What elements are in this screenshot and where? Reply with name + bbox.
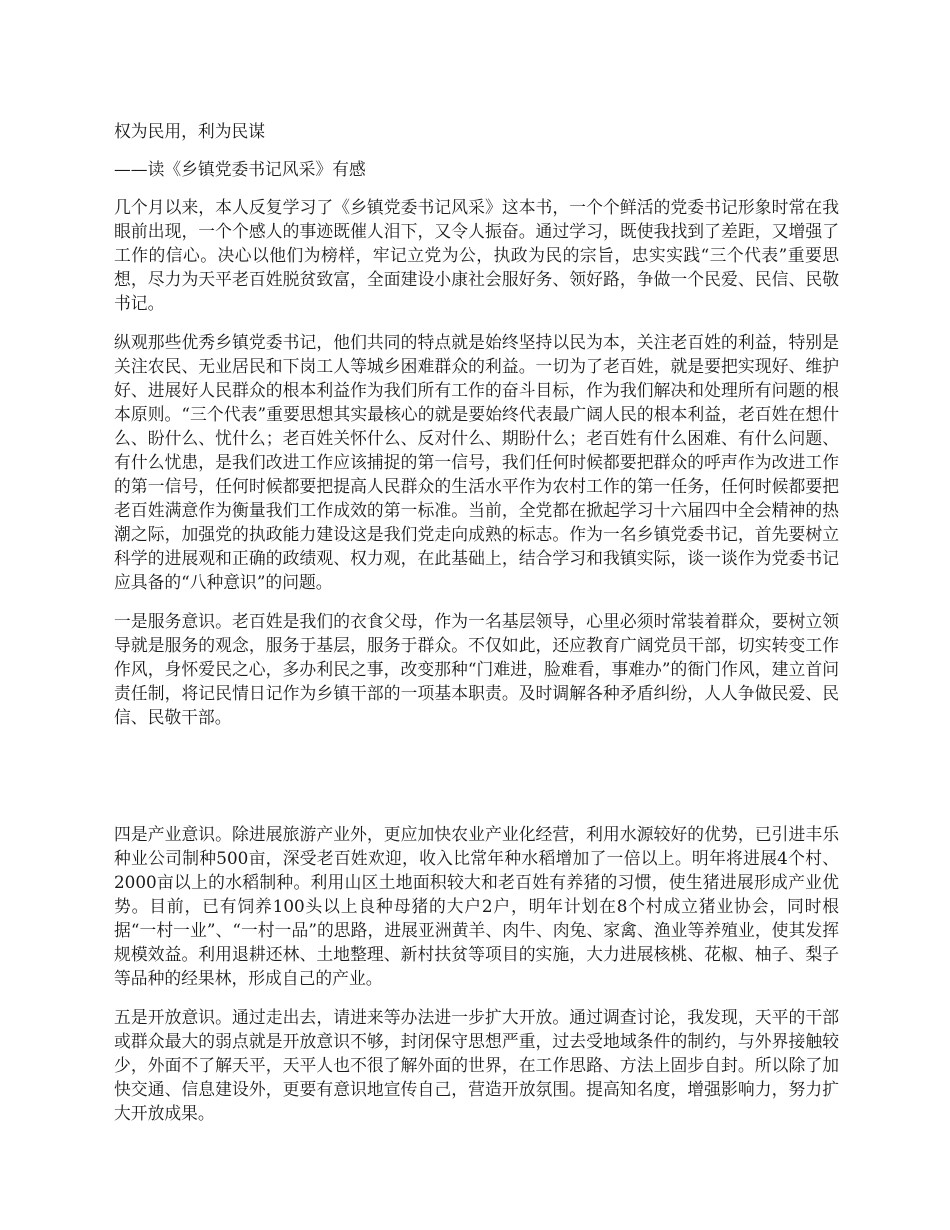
paragraph-industry-awareness: 四是产业意识。除进展旅游产业外，更应加快农业产业化经营，利用水源较好的优势，已引进丰乐种业公司制种500亩，深受老百姓欢迎，收入比常年种水稻增加了一倍以上。明年将进展4个村、2000亩以上的水稻制种。利用山区土地面积较大和老百姓有养猪的习惯，使生猪进展形成产业优势。目前，已有饲养100头以上良种母猪的大户2户，明年计划在8个村成立猪业协会，同时根据“一村一业”、“一村一品”的思路，进展亚洲黄羊、肉牛、肉兔、家禽、渔业等养殖业，使其发挥规模效益。利用退耕还林、土地整理、新村扶贫等项目的实施，大力进展核桃、花椒、柚子、梨子等品种的经果林，形成自己的产业。 [114, 824, 839, 988]
paragraph-intro: 几个月以来，本人反复学习了《乡镇党委书记风采》这本书，一个个鲜活的党委书记形象时常在我眼前出现，一个个感人的事迹既催人泪下，又令人振奋。通过学习，既使我找到了差距，又增强了工作的信心。决心以他们为榜样，牢记立党为公，执政为民的宗旨，忠实实践“三个代表”重要思想，尽力为天平老百姓脱贫致富，全面建设小康社会服好务、领好路，争做一个民爱、民信、民敬书记。 [114, 197, 839, 313]
paragraph-overview: 纵观那些优秀乡镇党委书记，他们共同的特点就是始终坚持以民为本，关注老百姓的利益，特别是关注农民、无业居民和下岗工人等城乡困难群众的利益。一切为了老百姓，就是要把实现好、维护好、进展好人民群众的根本利益作为我们所有工作的奋斗目标，作为我们解决和处理所有问题的根本原则。“三个代表”重要思想其实最核心的就是要始终代表最广阔人民的根本利益，老百姓在想什么、盼什么、忧什么；老百姓关怀什么、反对什么、期盼什么；老百姓有什么困难、有什么问题、有什么忧患，是我们改进工作应该捕捉的第一信号，我们任何时候都要把群众的呼声作为改进工作的第一信号，任何时候都要把提高人民群众的生活水平作为农村工作的第一任务，任何时候都要把老百姓满意作为衡量我们工作成效的第一标准。当前，全党都在掀起学习十六届四中全会精神的热潮之际，加强党的执政能力建设这是我们党走向成熟的标志。作为一名乡镇党委书记，首先要树立科学的进展观和正确的政绩观、权力观，在此基础上，结合学习和我镇实际，谈一谈作为党委书记应具备的“八种意识”的问题。 [114, 332, 839, 592]
paragraph-openness-awareness: 五是开放意识。通过走出去，请进来等办法进一步扩大开放。通过调查讨论，我发现，天平的干部或群众最大的弱点就是开放意识不够，封闭保守思想严重，过去受地域条件的制约，与外界接触较少，外面不了解天平，天平人也不很了解外面的世界，在工作思路、方法上固步自封。所以除了加快交通、信息建设外，更要有意识地宣传自己，营造开放氛围。提高知名度，增强影响力，努力扩大开放成果。 [114, 1007, 839, 1123]
paragraph-service-awareness: 一是服务意识。老百姓是我们的衣食父母，作为一名基层领导，心里必须时常装着群众，要树立领导就是服务的观念，服务于基层，服务于群众。不仅如此，还应教育广阔党员干部，切实转变工作作风，身怀爱民之心，多办利民之事，改变那种“门难进，脸难看，事难办”的衙门作风，建立首问责任制，将记民情日记作为乡镇干部的一项基本职责。及时调解各种矛盾纠纷，人人争做民爱、民信、民敬干部。 [114, 611, 839, 727]
blank-gap [114, 744, 839, 822]
document-title: 权为民用，利为民谋 [114, 121, 266, 141]
document-subtitle: ——读《乡镇党委书记风采》有感 [114, 159, 366, 179]
document-page [114, 119, 839, 1140]
